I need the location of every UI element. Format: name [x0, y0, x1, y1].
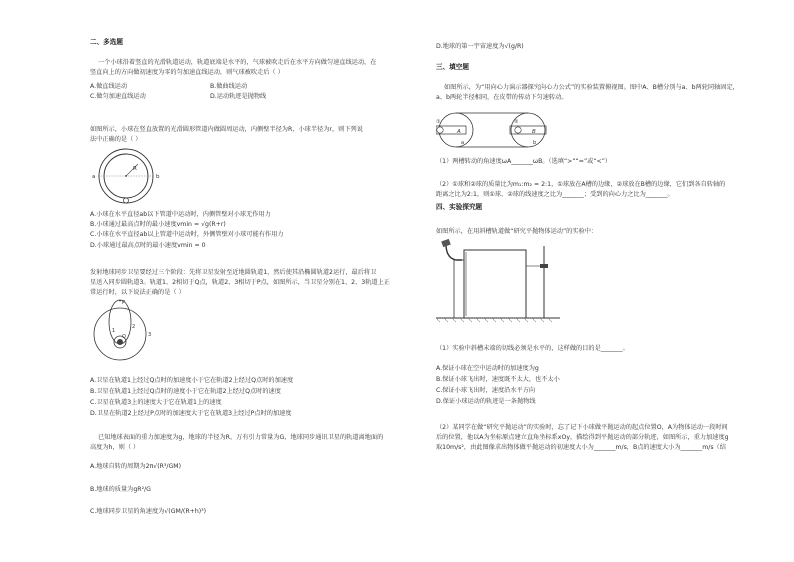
q6-sub2-line3: 取10m/s²，由此图像求出物体做平抛运动的初速度大小为_______m/s，B点的速度大小为_______m/s（结 — [436, 444, 726, 451]
orbit-label-3: 3 — [148, 332, 152, 338]
q2-text-line1: 如图所示，小球在竖直放置的光滑圆形管道内做圆周运动，内侧壁半径为R，小球半径为r，则下列说 — [90, 126, 363, 133]
q6-option-a: A.保证小球在空中运动时的加速度为g — [436, 365, 539, 372]
q2-option-c: C.小球在水平直径ab以上管道中运动时，外侧管壁对小球可能有作用力 — [90, 231, 284, 238]
q6-sub2-line1: （2）某同学在做“研究平抛运动”的实验时，忘了记下小球做平抛运动的起点位置O，A为物体运动一段时间 — [436, 424, 728, 431]
orbit-label-2: 2 — [132, 324, 136, 330]
q5-text-line1: 如图所示，为“用向心力演示器探究向心力公式”的实验装置俯视图。图中A、B槽分别与a、b两轮同轴固定， — [444, 84, 739, 91]
q4-option-c: C.地球同步卫星的角速度为√(GM/(R+h)³) — [90, 508, 207, 515]
q1-text-line1: 一个小球沿着竖直的光滑轨道运动，轨道底端是水平的，气球被吹走后在水平方向做匀速直线运动，在 — [98, 59, 377, 66]
q2-option-d: D.小球通过最高点时的最小速度vmin = 0 — [90, 242, 206, 249]
centripetal-apparatus-figure — [436, 110, 548, 150]
projectile-apparatus-figure — [436, 238, 562, 328]
q3-option-b: B.卫星在轨道1上经过Q点时的速度小于它在轨道2上经过Q点时的速度 — [90, 388, 281, 395]
q6-option-c: C.保证小球飞出时，速度沿水平方向 — [436, 387, 536, 394]
q6-option-b: B.保证小球飞出时，速度既不太大，也不太小 — [436, 376, 560, 383]
q4-text-line2: 高度为h，则（ ） — [90, 444, 140, 451]
q6-option-d: D.保证小球运动的轨迹是一条抛物线 — [436, 398, 536, 405]
q2-option-a: A.小球在水平直径ab以下管道中运动时，内侧管壁对小球无作用力 — [90, 211, 271, 218]
slot-label-b: B — [532, 129, 536, 135]
left-column — [88, 0, 418, 562]
q1-option-a: A.做直线运动 — [90, 83, 128, 90]
slot-label-a: A — [457, 129, 461, 135]
orbit-label-p: P — [122, 300, 126, 306]
q3-option-a: A.卫星在轨道1上经过Q点时的加速度小于它在轨道2上经过Q点时的加速度 — [90, 377, 294, 384]
fig-label-b: b — [156, 174, 160, 180]
orbit-label-1: 1 — [112, 328, 116, 334]
circular-tube-figure — [90, 146, 162, 206]
q3-text-line1: 发射地球同步卫星要经过三个阶段：先将卫星发射至近地圆轨道1，然后使其沿椭圆轨道2运行，最后将卫 — [90, 269, 377, 276]
q5-sub1: （1）两槽转动的角速度ωA_______ωB。（选填“>”“=”或“<”） — [436, 158, 612, 165]
q4-option-b: B.地球的质量为gR²/G — [90, 486, 151, 493]
right-column — [434, 0, 764, 562]
section-experiment-heading: 四、实验探究题 — [436, 203, 483, 211]
q5-text-line2: a、b两轮半径相同，在皮带的传动下匀速转动。 — [436, 94, 568, 101]
section-fill-heading: 三、填空题 — [436, 63, 469, 71]
ball-label-2: ② — [514, 119, 519, 125]
q5-sub2-line2: 距离之比为2:1，则①球、②球的线速度之比为_______；受到的向心力之比为_______。 — [436, 191, 674, 198]
q6-text-line1: 如图所示，在用斜槽轨道做“研究平抛物体运动”的实验中： — [436, 228, 598, 235]
fig-label-a: a — [92, 174, 96, 180]
fig-label-r: R — [133, 166, 137, 172]
wheel-label-b: b — [533, 140, 537, 146]
q3-option-c: C.卫星在轨道3上的速度大于它在轨道1上的速度 — [90, 399, 222, 406]
ball-label-1: ① — [436, 119, 441, 125]
q6-sub1: （1）实验中斜槽末端的切线必须是水平的，这样做的目的是_______。 — [436, 345, 629, 352]
q2-option-b: B.小球通过最高点时的最小速度vmin = √g(R+r) — [90, 221, 226, 228]
satellite-orbits-figure — [92, 298, 154, 362]
q2-text-line2: 法中正确的是（ ） — [90, 136, 142, 143]
q5-sub2-line1: （2）①球和②球的质量比为m₁:m₂ = 2:1，①球放在A槽的边缘，②球放在B槽的边缘，它们到各自转轴的 — [436, 181, 726, 188]
q3-text-line3: 常运行时，以下说法正确的是（ ） — [90, 289, 185, 296]
q3-text-line2: 星送入同步圆轨道3。轨道1、2相切于Q点，轨道2、3相切于P点，如图所示，当卫星分别在1、2、3轨道上正 — [90, 279, 390, 286]
q1-text-line2: 竖直向上的方向做初速度为零的匀加速直线运动，则气球被吹走后（ ） — [90, 69, 284, 76]
q3-option-d: D.卫星在轨道2上经过P点时的加速度大于它在轨道3上经过P点时的加速度 — [90, 410, 292, 417]
q4-option-d: D.地球的第一宇宙速度为√(g/R) — [436, 43, 524, 50]
orbit-label-q: Q — [122, 334, 126, 340]
section-multi-choice-heading: 二、多选题 — [90, 38, 123, 46]
q6-sub2-line2: 后的位置，他以A为坐标原点建立直角坐标系xOy，描绘得到平抛运动的部分轨迹，如图所示，重力加速度g — [436, 434, 729, 441]
q1-option-c: C.做匀加速直线运动 — [90, 93, 146, 100]
q1-option-d: D.运动轨迹是抛物线 — [210, 93, 267, 100]
wheel-label-a: a — [461, 140, 465, 146]
q4-text-line1: 已知地球表面的重力加速度为g，地球的半径为R，万有引力常量为G，地球同步通讯卫星的轨道离地面的 — [98, 434, 384, 441]
q4-option-a: A.地球自转的周期为2π√(R³/GM) — [90, 463, 182, 470]
q1-option-b: B.做曲线运动 — [210, 83, 248, 90]
